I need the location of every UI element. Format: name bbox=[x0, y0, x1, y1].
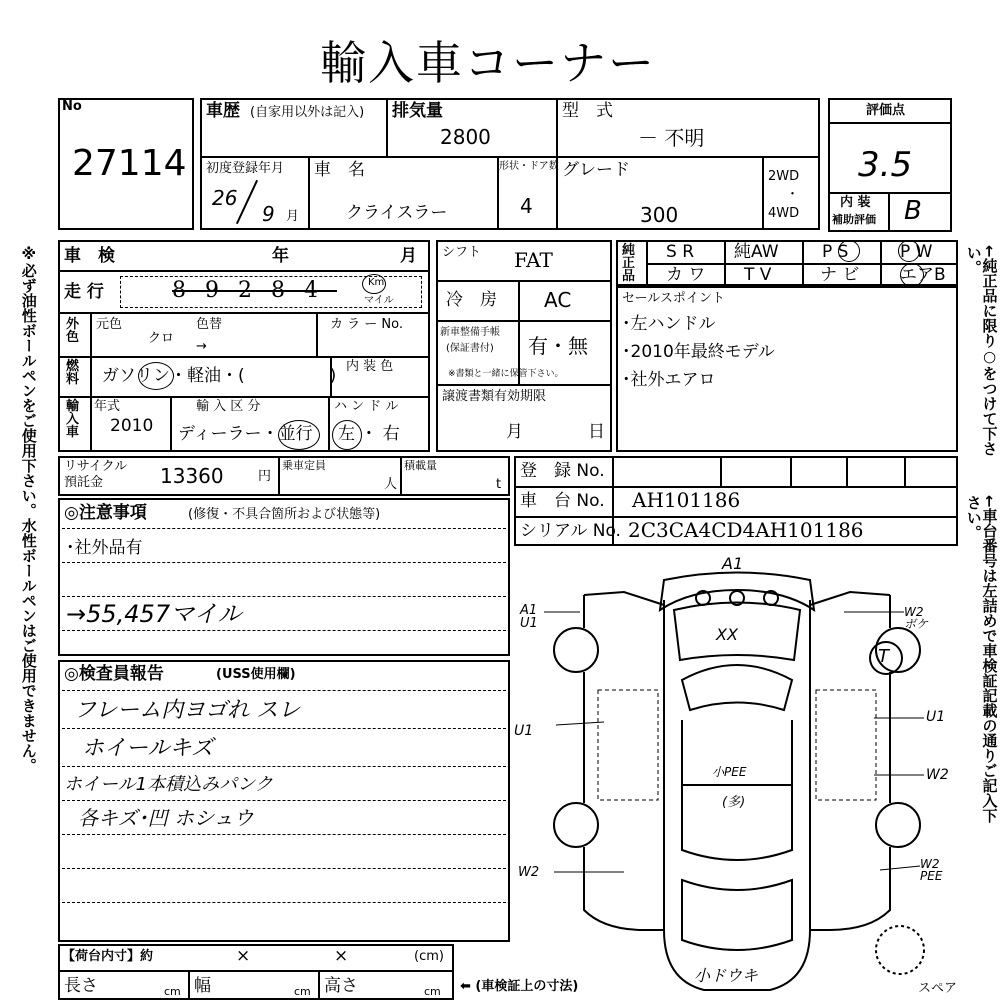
cargo-height: 高さ bbox=[324, 976, 358, 996]
handle-label: ハ ン ド ル bbox=[334, 399, 399, 414]
recycle-label1: リサイクル bbox=[64, 459, 128, 474]
parallel-circle bbox=[278, 420, 320, 450]
import-class-label: 輸 入 区 分 bbox=[196, 399, 261, 414]
load-unit: t bbox=[496, 477, 502, 492]
interior-score-label2: 補助評価 bbox=[832, 213, 876, 226]
ps-circle bbox=[838, 240, 860, 262]
airbag-circle bbox=[900, 263, 924, 287]
fuel-label: 燃料 bbox=[66, 359, 80, 387]
inspector-line-3: ホイール1本積込みパンク bbox=[64, 774, 273, 795]
doors-value: 4 bbox=[520, 194, 533, 218]
displacement-label: 排気量 bbox=[392, 101, 443, 121]
first-reg-month-unit: 月 bbox=[286, 209, 300, 224]
load-label: 積載量 bbox=[404, 459, 437, 472]
drive-4wd: 4WD bbox=[768, 206, 800, 221]
notes-sub: (修復・不具合箇所および状態等) bbox=[188, 507, 381, 522]
diagram-rear: 小ドウキ bbox=[694, 966, 759, 985]
cargo-length: 長さ bbox=[64, 976, 98, 996]
notes-label: ◎注意事項 bbox=[64, 503, 147, 523]
mileage-unit-mile: マイル bbox=[364, 295, 394, 306]
import-year-label: 年式 bbox=[94, 399, 121, 414]
model-type-label: 型 式 bbox=[562, 101, 613, 121]
diagram-roof: XX bbox=[716, 625, 738, 644]
cargo-label: 【荷台内寸】約 bbox=[62, 949, 154, 964]
transfer-label: 譲渡書類有効期限 bbox=[442, 389, 547, 404]
service-book-note: ※書類と一緒に保管下さい。 bbox=[448, 369, 564, 379]
grade-label: グレード bbox=[562, 160, 630, 180]
service-book-value: 有・無 bbox=[528, 334, 588, 358]
mileage-value: 89284 bbox=[172, 278, 337, 303]
cargo-x2: × bbox=[334, 946, 349, 966]
note-line-1: ･社外品有 bbox=[66, 538, 143, 558]
sales-points-label: セールスポイント bbox=[622, 291, 725, 306]
car-name-label: 車 名 bbox=[314, 160, 365, 180]
sales-point-1: ･左ハンドル bbox=[622, 314, 716, 334]
transfer-day: 日 bbox=[588, 422, 605, 442]
history-note: (自家用以外は記入) bbox=[250, 105, 365, 120]
lot-label: No bbox=[62, 99, 82, 114]
cargo-width: 幅 bbox=[194, 976, 211, 996]
sales-point-2: ･2010年最終モデル bbox=[622, 342, 775, 362]
import-class-options: ディーラー・並行 bbox=[178, 424, 313, 444]
first-reg-year: 26 bbox=[212, 186, 238, 210]
km-circle bbox=[362, 274, 386, 294]
aircon-label: 冷 房 bbox=[446, 290, 497, 310]
diagram-spare: スペア bbox=[918, 981, 958, 996]
chassis-value: AH101186 bbox=[632, 488, 741, 512]
transfer-month: 月 bbox=[506, 422, 523, 442]
genuine-tv: T V bbox=[744, 265, 772, 285]
left-side-note: ※必ず油性ボールペンをご使用下さい。水性ボールペンはご使用できません。 bbox=[19, 245, 38, 773]
displacement-value: 2800 bbox=[440, 125, 491, 149]
history-label: 車歴 bbox=[206, 101, 240, 121]
capacity-label: 乗車定員 bbox=[282, 459, 326, 472]
note-line-3: →55,457マイル bbox=[66, 600, 242, 628]
color-label: 外色 bbox=[66, 317, 80, 345]
right-side-note-bottom: ←車台番号は左詰めで車検証記載の通りご記入下さい。 bbox=[964, 495, 999, 823]
right-side-note-top: ←純正品に限り○をつけて下さい。 bbox=[964, 245, 999, 456]
lot-number: 27114 bbox=[72, 143, 187, 184]
drive-2wd: 2WD bbox=[768, 169, 800, 184]
genuine-sr: S R bbox=[666, 242, 695, 262]
mileage-label: 走 行 bbox=[64, 282, 104, 302]
import-label: 輸入車 bbox=[66, 399, 80, 440]
drive-dot: ・ bbox=[786, 187, 800, 202]
genuine-navi: ナ ビ bbox=[820, 265, 860, 285]
color-change-label: 色替 bbox=[196, 317, 223, 332]
shift-value: FAT bbox=[514, 248, 553, 272]
genuine-leather: カ ワ bbox=[666, 265, 706, 285]
handle-options: 左 ・ 右 bbox=[338, 424, 400, 444]
color-change-value: → bbox=[196, 339, 207, 354]
genuine-airbag: エアB bbox=[900, 265, 946, 285]
diagram-front: A1 bbox=[722, 554, 744, 573]
diagram-center1: 小PEE bbox=[712, 765, 747, 779]
inspector-line-1: フレーム内ヨゴれ スレ bbox=[74, 698, 301, 723]
genuine-aw: 純AW bbox=[734, 242, 779, 262]
interior-color-label: 内 装 色 bbox=[346, 359, 394, 374]
interior-score-label1: 内 装 bbox=[840, 195, 871, 210]
inspector-label: ◎検査員報告 bbox=[64, 664, 164, 684]
serial-value: 2C3CA4CD4AH101186 bbox=[628, 518, 864, 542]
inspector-line-2: ホイールキズ bbox=[82, 736, 214, 761]
recycle-label2: 預託金 bbox=[64, 475, 104, 490]
service-book-label1: 新車整備手帳 bbox=[440, 327, 500, 338]
diagram-tire: T bbox=[878, 646, 889, 667]
sales-points-box bbox=[616, 286, 958, 452]
import-year: 2010 bbox=[110, 416, 154, 436]
inspection-year-label: 年 bbox=[272, 246, 289, 266]
score-label: 評価点 bbox=[866, 103, 906, 118]
color-orig-value: クロ bbox=[148, 331, 175, 346]
score-value: 3.5 bbox=[858, 145, 913, 185]
serial-label: シリアル No. bbox=[520, 521, 621, 541]
color-code-label: カ ラ ー No. bbox=[330, 317, 403, 332]
service-book-label2: (保証書付) bbox=[446, 343, 494, 354]
first-reg-label: 初度登録年月 bbox=[206, 161, 285, 176]
diagram-left-low: W2 bbox=[518, 865, 540, 880]
shift-label: シフト bbox=[442, 245, 482, 260]
inspector-line-4: 各キズ･凹 ホシュウ bbox=[78, 806, 254, 830]
inspection-label: 車 検 bbox=[64, 246, 115, 266]
cargo-width-cm: cm bbox=[294, 985, 311, 998]
inspection-month-label: 月 bbox=[400, 246, 417, 266]
genuine-pw: P W bbox=[900, 242, 933, 262]
model-type-value: － 不明 bbox=[638, 126, 705, 150]
diagram-right-rear: W2 PEE bbox=[920, 857, 943, 883]
diagram-fl: A1 U1 bbox=[520, 603, 538, 631]
cargo-x1: × bbox=[236, 946, 251, 966]
fuel-circle bbox=[138, 362, 174, 390]
diagram-right-low: W2 bbox=[926, 767, 949, 783]
fuel-options: ガソリン・軽油・( ) bbox=[102, 366, 337, 386]
color-orig-label: 元色 bbox=[96, 317, 123, 332]
genuine-ps: P S bbox=[822, 242, 849, 262]
diagram-left-mid: U1 bbox=[514, 723, 534, 739]
pw-circle bbox=[898, 240, 920, 262]
diagram-center2: (多) bbox=[722, 795, 746, 810]
cargo-length-cm: cm bbox=[164, 985, 181, 998]
capacity-unit: 人 bbox=[384, 477, 398, 492]
chassis-label: 車 台 No. bbox=[520, 491, 605, 511]
car-name-value: クライスラー bbox=[346, 203, 448, 223]
genuine-label: 純正品 bbox=[622, 243, 636, 284]
doors-label: 形状・ドア数 bbox=[499, 161, 559, 172]
first-reg-month: 9 bbox=[262, 202, 275, 226]
registration-label: 登 録 No. bbox=[520, 461, 605, 481]
sales-point-3: ･社外エアロ bbox=[622, 370, 716, 390]
mileage-unit-km: Km bbox=[368, 277, 385, 288]
grade-value: 300 bbox=[640, 203, 679, 227]
cargo-unit: (cm) bbox=[414, 949, 444, 964]
recycle-value: 13360 bbox=[160, 464, 224, 488]
left-handle-circle bbox=[332, 420, 362, 450]
diagram-right-mid: U1 bbox=[926, 709, 946, 725]
cargo-arrow-note: ⬅ (車検証上の寸法) bbox=[460, 979, 579, 994]
interior-score-value: B bbox=[904, 196, 922, 226]
recycle-unit: 円 bbox=[258, 469, 272, 484]
page-title: 輸入車コーナー bbox=[320, 36, 656, 90]
cargo-height-cm: cm bbox=[424, 985, 441, 998]
aircon-value: AC bbox=[544, 288, 572, 312]
inspector-sub: (USS使用欄) bbox=[216, 667, 296, 682]
diagram-fr: W2 ボケ bbox=[904, 605, 929, 631]
